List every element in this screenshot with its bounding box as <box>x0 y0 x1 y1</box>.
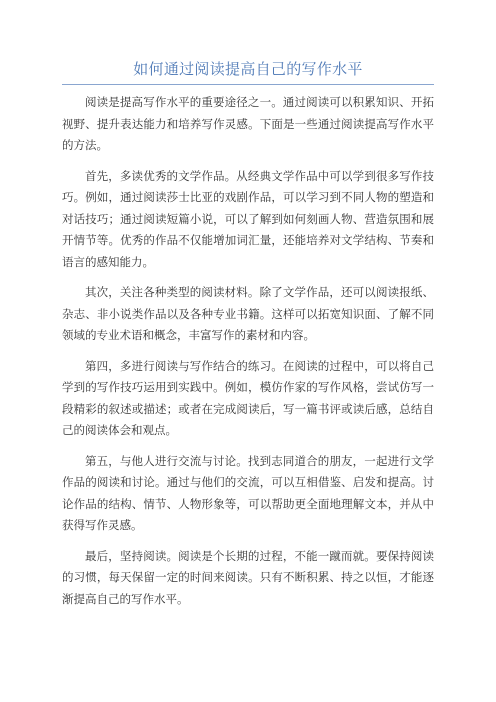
paragraph-fourth-method: 第四，多进行阅读与写作结合的练习。在阅读的过程中，可以将自己学到的写作技巧运用到实践中。例如，模仿作家的写作风格，尝试仿写一段精彩的叙述或描述；或者在完成阅读后，写一篇书评或读后感，总结自己的阅读体会和观点。 <box>62 358 434 437</box>
paragraph-intro: 阅读是提高写作水平的重要途径之一。通过阅读可以积累知识、开拓视野、提升表达能力和培养写作灵感。下面是一些通过阅读提高写作水平的方法。 <box>62 95 434 152</box>
paragraph-second-method: 其次，关注各种类型的阅读材料。除了文学作品，还可以阅读报纸、杂志、非小说类作品以及各种专业书籍。这样可以拓宽知识面、了解不同领域的专业术语和概念，丰富写作的素材和内容。 <box>62 285 434 342</box>
title-underline <box>62 84 434 85</box>
paragraph-fifth-method: 第五，与他人进行交流与讨论。找到志同道合的朋友，一起进行文学作品的阅读和讨论。通过与他们的交流，可以互相借鉴、启发和提高。讨论作品的结构、情节、人物形象等，可以帮助更全面地理解文本，并从中获得写作灵感。 <box>62 453 434 532</box>
document-title: 如何通过阅读提高自己的写作水平 <box>133 60 363 78</box>
paragraph-first-method: 首先，多读优秀的文学作品。从经典文学作品中可以学到很多写作技巧。例如，通过阅读莎士比亚的戏剧作品，可以学习到不同人物的塑造和对话技巧；通过阅读短篇小说，可以了解到如何刻画人物、营造氛围和展开情节等。优秀的作品不仅能增加词汇量，还能培养对文学结构、节奏和语言的感知能力。 <box>62 168 434 269</box>
document-body <box>62 92 434 619</box>
paragraph-conclusion: 最后，坚持阅读。阅读是个长期的过程，不能一蹴而就。要保持阅读的习惯，每天保留一定的时间来阅读。只有不断积累、持之以恒，才能逐渐提高自己的写作水平。 <box>62 548 434 606</box>
